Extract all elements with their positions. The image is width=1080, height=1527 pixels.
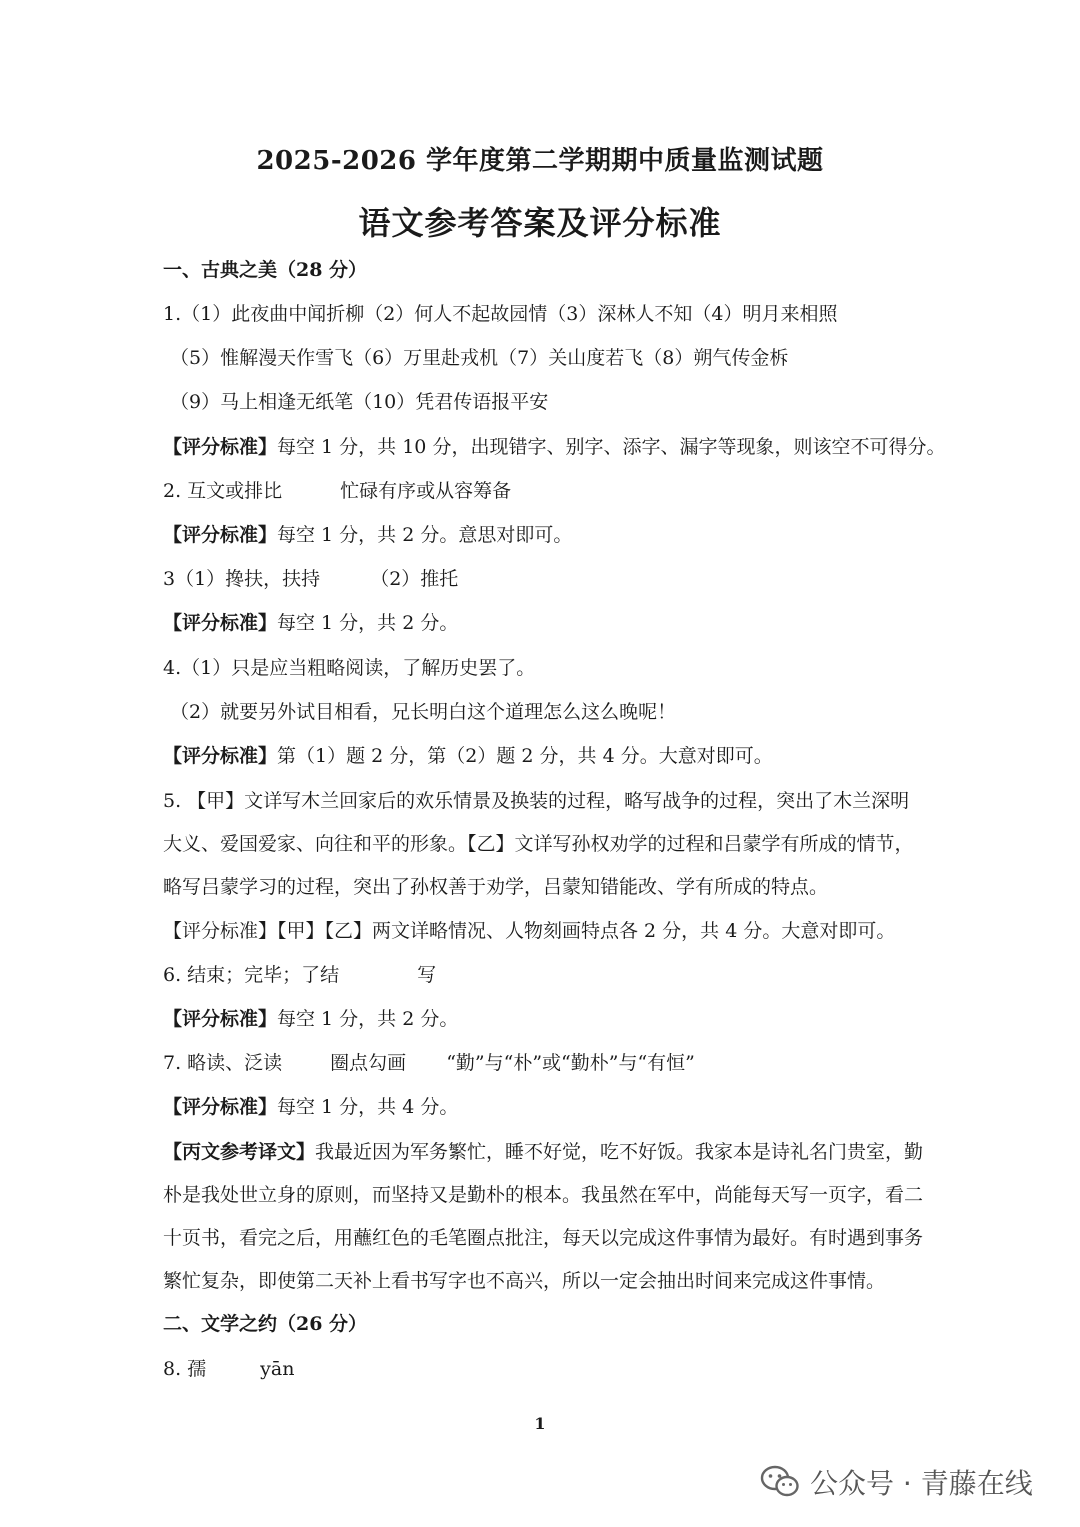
- criteria-text: 第（1）题 2 分，第（2）题 2 分，共 4 分。大意对即可。: [277, 745, 773, 767]
- q3-answer: [163, 565, 458, 593]
- criteria-label: 【评分标准】: [163, 436, 278, 458]
- q5-answer-line-3: 略写吕蒙学习的过程，突出了孙权善于劝学，吕蒙知错能改、学有所成的特点。: [163, 876, 829, 898]
- q6-answer-b: 写: [417, 964, 437, 986]
- q8-answer: [163, 1355, 294, 1383]
- translation-label: 【丙文参考译文】: [163, 1141, 316, 1163]
- section-heading-1: 一、古典之美（28 分）: [163, 259, 368, 281]
- criteria-label: 【评分标准】: [163, 745, 278, 767]
- q6-criteria: [163, 1005, 458, 1033]
- q3-answer-b: （2）推托: [370, 568, 459, 590]
- q7-criteria: [163, 1093, 458, 1121]
- criteria-label: 【评分标准】: [163, 1096, 278, 1118]
- watermark: [760, 1460, 1033, 1504]
- criteria-label: 【评分标准】: [163, 524, 278, 546]
- q4-answer-line-1: 4.（1）只是应当粗略阅读，了解历史罢了。: [163, 657, 536, 679]
- wechat-icon: [760, 1465, 800, 1499]
- exam-title: 2025-2026 学年度第二学期期中质量监测试题: [256, 146, 824, 176]
- q7-answer: [163, 1049, 695, 1077]
- criteria-text: 每空 1 分，共 2 分。: [277, 612, 459, 634]
- criteria-text: 每空 1 分，共 10 分，出现错字、别字、添字、漏字等现象，则该空不可得分。: [277, 436, 946, 458]
- translation-text: 我最近因为军务繁忙，睡不好觉，吃不好饭。我家本是诗礼名门贵室，勤: [315, 1141, 924, 1163]
- criteria-label: 【评分标准】: [163, 612, 278, 634]
- q7-answer-a: 7. 略读、泛读: [163, 1052, 283, 1074]
- q2-criteria: [163, 521, 572, 549]
- q5-answer-line-2: 大义、爱国爱家、向往和平的形象。【乙】文详写孙权劝学的过程和吕蒙学有所成的情节，: [163, 833, 914, 855]
- criteria-text: 每空 1 分，共 4 分。: [277, 1096, 459, 1118]
- q7-answer-c: “勤”与“朴”或“勤朴”与“有恒”: [446, 1052, 695, 1074]
- translation-line-4: 繁忙复杂，即使第二天补上看书写字也不高兴，所以一定会抽出时间来完成这件事情。: [163, 1270, 886, 1292]
- q5-answer-line-1: 5. 【甲】文详写木兰回家后的欢乐情景及换装的过程，略写战争的过程，突出了木兰深明: [163, 790, 910, 812]
- translation-line-1: [163, 1138, 923, 1166]
- q8-answer-b: yān: [260, 1358, 295, 1380]
- answer-key-title: 语文参考答案及评分标准: [358, 204, 722, 242]
- q2-answer-a: 2. 互文或排比: [163, 480, 283, 502]
- page-number: 1: [534, 1414, 546, 1433]
- watermark-text: 公众号 · 青藤在线: [810, 1467, 1033, 1500]
- translation-line-3: 十页书，看完之后，用蘸红色的毛笔圈点批注，每天以完成这件事情为最好。有时遇到事务: [163, 1227, 924, 1249]
- q2-answer: [163, 477, 511, 505]
- q8-answer-a: 8. 孺: [163, 1358, 207, 1380]
- q7-answer-b: 圈点勾画: [330, 1052, 407, 1074]
- q4-answer-line-2: （2）就要另外试目相看，兄长明白这个道理怎么这么晚呢！: [170, 701, 677, 723]
- translation-line-2: 朴是我处世立身的原则，而坚持又是勤朴的根本。我虽然在军中，尚能每天写一页字，看二: [163, 1184, 924, 1206]
- q5-criteria: 【评分标准】【甲】【乙】两文详略情况、人物刻画特点各 2 分，共 4 分。大意对即可。: [163, 920, 896, 942]
- criteria-label: 【评分标准】: [163, 1008, 278, 1030]
- q2-answer-b: 忙碌有序或从容筹备: [340, 480, 512, 502]
- q3-criteria: [163, 609, 458, 637]
- q6-answer-a: 6. 结束；完毕；了结: [163, 964, 340, 986]
- criteria-text: 每空 1 分，共 2 分。: [277, 1008, 459, 1030]
- criteria-text: 每空 1 分，共 2 分。意思对即可。: [277, 524, 573, 546]
- q3-answer-a: 3（1）搀扶，扶持: [163, 568, 321, 590]
- q1-criteria: [163, 433, 945, 461]
- q1-answer-line-3: （9）马上相逢无纸笔（10）凭君传语报平安: [170, 391, 549, 413]
- q1-answer-line-1: 1.（1）此夜曲中闻折柳（2）何人不起故园情（3）深林人不知（4）明月来相照: [163, 303, 838, 325]
- q6-answer: [163, 961, 436, 989]
- section-heading-2: 二、文学之约（26 分）: [163, 1313, 368, 1335]
- q1-answer-line-2: （5）惟解漫天作雪飞（6）万里赴戎机（7）关山度若飞（8）朔气传金柝: [170, 347, 789, 369]
- q4-criteria: [163, 742, 773, 770]
